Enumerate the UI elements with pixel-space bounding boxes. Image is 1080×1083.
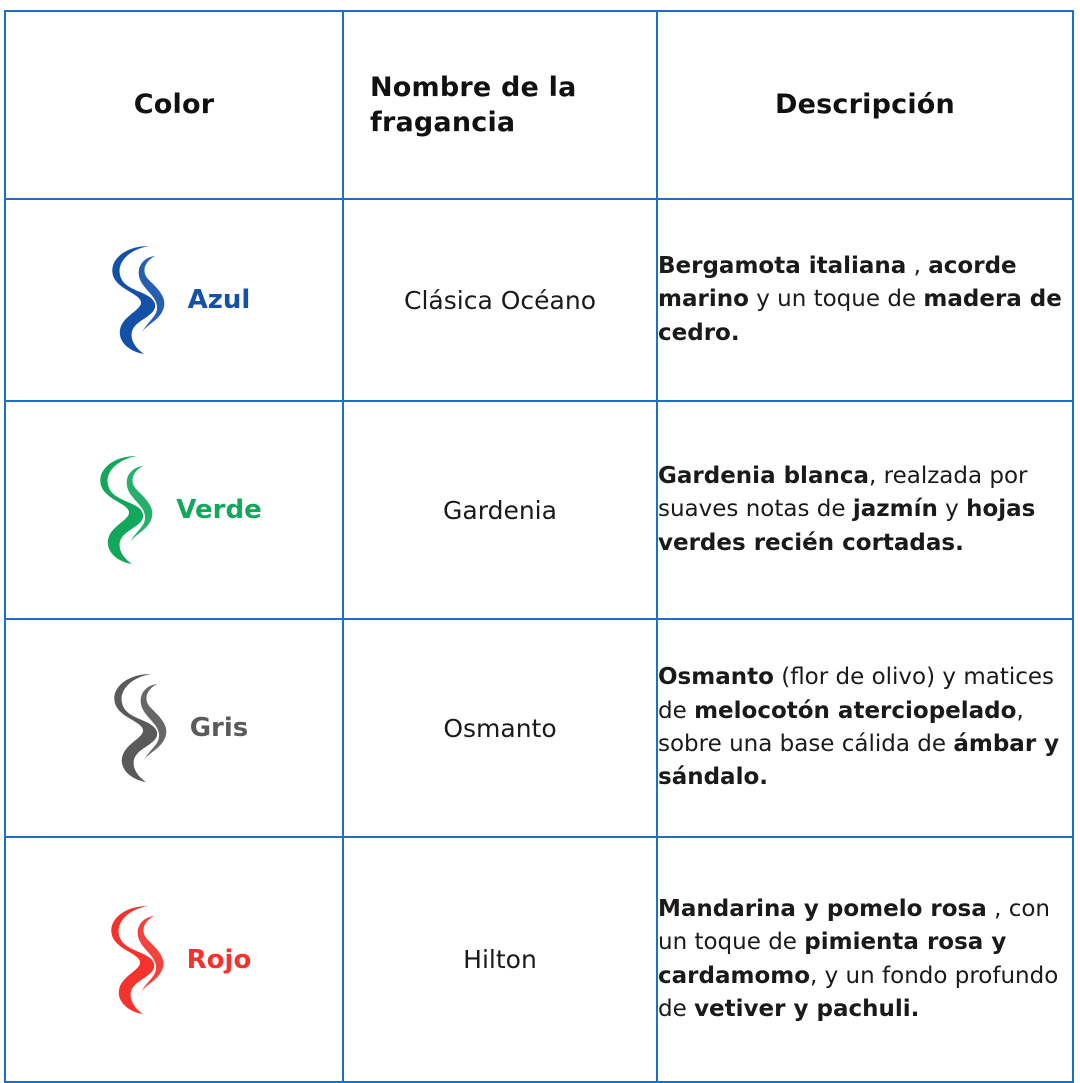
table-row: [5, 401, 1073, 619]
color-swatch-group: [6, 240, 342, 360]
color-label: Azul: [187, 285, 251, 315]
column-header-fragrance-name-label: Nombre de la fragancia: [370, 71, 577, 138]
smoke-swirl-icon: [110, 668, 172, 788]
column-header-color-label: Color: [133, 89, 215, 121]
cell-fragrance-name: Osmanto: [343, 619, 657, 837]
cell-color: [5, 837, 343, 1082]
color-swatch-group: [6, 668, 342, 788]
cell-color: [5, 401, 343, 619]
cell-description: [657, 199, 1073, 401]
column-header-color: [5, 11, 343, 199]
color-label: Gris: [189, 713, 249, 743]
cell-description: [657, 619, 1073, 837]
color-swatch-group: [6, 900, 342, 1020]
table-row: [5, 837, 1073, 1082]
cell-fragrance-name: Clásica Océano: [343, 199, 657, 401]
cell-fragrance-name: Hilton: [343, 837, 657, 1082]
smoke-swirl-icon: [96, 450, 158, 570]
table-body: [5, 199, 1073, 1082]
table-row: [5, 199, 1073, 401]
description-text: Osmanto (flor de olivo) y matices de melocotón aterciopelado, sobre una base cálida de ámbar y sándalo.: [658, 664, 1060, 791]
cell-color: [5, 619, 343, 837]
cell-description: [657, 837, 1073, 1082]
color-label: Verde: [176, 495, 262, 525]
color-label: Rojo: [186, 944, 252, 975]
description-text: Mandarina y pomelo rosa , con un toque de pimienta rosa y cardamomo, y un fondo profundo de vetiver y pachuli.: [658, 895, 1059, 1022]
description-text: Bergamota italiana , acorde marino y un toque de madera de cedro.: [658, 252, 1062, 346]
cell-description: [657, 401, 1073, 619]
table-row: [5, 619, 1073, 837]
column-header-fragrance-name: [343, 11, 657, 199]
smoke-swirl-icon: [108, 240, 170, 360]
color-swatch-group: [6, 450, 342, 570]
smoke-swirl-icon: [107, 900, 169, 1020]
cell-color: [5, 199, 343, 401]
description-text: Gardenia blanca, realzada por suaves notas de jazmín y hojas verdes recién cortadas.: [658, 462, 1036, 556]
cell-fragrance-name: Gardenia: [343, 401, 657, 619]
column-header-description: [657, 11, 1073, 199]
fragrance-table-container: [4, 10, 1076, 1083]
table-header-row: [5, 11, 1073, 199]
column-header-description-label: Descripción: [775, 89, 955, 121]
fragrance-table: [4, 10, 1074, 1083]
